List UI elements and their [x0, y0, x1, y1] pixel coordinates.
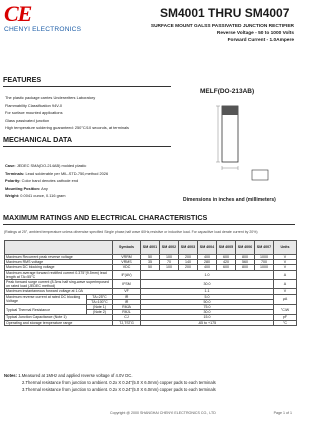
param-cell: Maximum average forward rectified current 0.375"(9.5mm) lead length at TA=55°C: [5, 270, 113, 279]
merged-value-cell: 15.0: [141, 315, 274, 320]
symbol-cell: IF(AV): [113, 270, 141, 279]
merged-value-cell: 30.0: [141, 310, 274, 315]
unit-cell: V: [274, 255, 297, 260]
symbol-cell: IR: [113, 294, 141, 299]
param-cell: Maximum reverse current at rated DC blocking Voltage: [5, 294, 87, 304]
symbol-cell: VRMS: [113, 260, 141, 265]
note-line: [4, 372, 296, 379]
note-text: 1.Measured at 1MHz and applied reverse voltage of 4.0V DC.: [18, 373, 133, 378]
merged-value-cell: 5.0: [141, 294, 274, 299]
ratings-note: (Ratings at 25°, ambient temperature unless otherwise specified Single phase,half wave 60Hz,resistive or inductive load. For capacitive load derate current by 20%): [4, 230, 258, 234]
company-logo: [4, 3, 90, 33]
value-cell: 70: [160, 260, 179, 265]
unit-cell: V: [274, 265, 297, 270]
param-cell: Maximum instantaneous forward voltage at 1.0A: [5, 289, 113, 294]
mech-polarity: [5, 177, 175, 185]
header-part: SM 4001: [141, 241, 160, 255]
symbol-cell: RθJL: [113, 310, 141, 315]
mech-case: [5, 162, 175, 170]
merged-value-cell: 50.0: [141, 299, 274, 304]
symbol-cell: IR: [113, 299, 141, 304]
symbol-cell: VF: [113, 289, 141, 294]
features-divider: [3, 86, 171, 87]
condition-cell: (Note 1): [87, 305, 113, 310]
mech-label: Case:: [5, 163, 16, 168]
note-text: 3.Thermal resistance from junction to ambient. 0.2x X 0.24"(5.0 X 6.0mm) copper pads to each terminals: [22, 387, 216, 392]
product-subtitle: [151, 23, 294, 44]
param-cell: Typical Thermal Resistance: [5, 305, 87, 315]
header-part: SM 4007: [255, 241, 274, 255]
unit-cell: pF: [274, 315, 297, 320]
symbol-cell: IFSM: [113, 280, 141, 289]
value-cell: 400: [198, 265, 217, 270]
mech-value: JEDEC SMA(DO-214AB) molded plastic: [16, 163, 87, 168]
unit-cell: V: [274, 289, 297, 294]
param-cell: Maximum Recurrent peak reverse voltage: [5, 255, 113, 260]
feature-item: Flammability Classification 94V-0: [5, 102, 63, 108]
value-cell: 1000: [255, 255, 274, 260]
mech-label: Terminals:: [5, 170, 25, 176]
value-cell: 50: [141, 265, 160, 270]
merged-value-cell: -65 to +175: [141, 320, 274, 325]
mech-label: Weight:: [5, 193, 20, 198]
merged-value-cell: 75.0: [141, 305, 274, 310]
features-heading: FEATURES: [3, 75, 42, 84]
mech-value: Lead solderable per MIL-STD-750,method 2026: [25, 170, 109, 176]
condition-cell: (Note 2): [87, 310, 113, 315]
value-cell: 800: [236, 255, 255, 260]
feature-item: Glass passivated junction: [5, 117, 50, 123]
mech-mounting: [5, 185, 175, 193]
merged-value-cell: 1.1: [141, 289, 274, 294]
header-blank: [5, 241, 113, 255]
ratings-table: [4, 240, 297, 326]
unit-cell: A: [274, 280, 297, 289]
unit-cell: A: [274, 270, 297, 279]
subtitle-line: Forward Current - 1.0Ampere: [227, 38, 294, 43]
table-row: [5, 270, 297, 279]
symbol-cell: RθJA: [113, 305, 141, 310]
param-cell: Peak forward surge current (8.3ms half sing-wave superimposed on rated load (JEDEC method): [5, 280, 113, 289]
condition-cell: TA=25°C: [87, 294, 113, 299]
page-number: Page 1 of 1: [273, 411, 292, 415]
header-part: SM 4002: [160, 241, 179, 255]
header-part: SM 4006: [236, 241, 255, 255]
param-cell: Maximum DC blocking voltage: [5, 265, 113, 270]
mechanical-list: [5, 162, 175, 200]
header-part: SM 4005: [217, 241, 236, 255]
value-cell: 1000: [255, 265, 274, 270]
value-cell: 560: [236, 260, 255, 265]
cathode-band: [222, 106, 238, 115]
mech-label: Mounting Position:: [5, 185, 41, 191]
notes-label: Notes:: [4, 373, 18, 378]
mechanical-divider: [3, 146, 171, 147]
company-name: CHENYI ELECTRONICS: [4, 26, 82, 33]
feature-item: High temperature soldering guaranteed: 250°C/10 seconds, at terminals: [5, 125, 129, 130]
logo-mark: CE: [4, 1, 32, 26]
solder-pad: [252, 170, 268, 180]
subtitle-line: SURFACE MOUNT GALSS PASSIVATED JUNCTION RECTIFIER: [150, 24, 294, 29]
table-row: [5, 280, 297, 289]
symbol-cell: CJ: [113, 315, 141, 320]
value-cell: 400: [198, 255, 217, 260]
package-title: MELF(DO-213AB): [200, 88, 255, 95]
unit-cell: μA: [274, 294, 297, 304]
value-cell: 600: [217, 255, 236, 260]
value-cell: 280: [198, 260, 217, 265]
value-cell: 35: [141, 260, 160, 265]
mech-value: Any: [41, 185, 48, 191]
mech-label: Polarity:: [5, 178, 21, 183]
mech-weight: [5, 192, 175, 200]
value-cell: 200: [179, 255, 198, 260]
param-cell: Typical Junction Capacitance (Note 1): [5, 315, 113, 320]
value-cell: 600: [217, 265, 236, 270]
mech-terminals: [5, 170, 175, 178]
header-part: SM 4003: [179, 241, 198, 255]
value-cell: 200: [179, 265, 198, 270]
subtitle-line: Reverse Voltage - 50 to 1000 Volts: [216, 31, 294, 36]
condition-cell: TA=100°C: [87, 299, 113, 304]
mech-value: Color band denotes cathode end: [21, 178, 79, 183]
value-cell: 100: [160, 255, 179, 260]
features-list: [5, 94, 165, 132]
symbol-cell: TJ,TSTG: [113, 320, 141, 325]
note-text: 2.Thermal resistance from junction to ambient. 0.2x X 0.24"(5.0 X 6.0mm) copper pads to each terminals: [22, 380, 216, 385]
value-cell: 100: [160, 265, 179, 270]
unit-cell: °C/W: [274, 305, 297, 315]
ratings-heading: MAXIMUM RATINGS AND ELECTRICAL CHARACTERISTICS: [3, 213, 208, 222]
param-cell: Operating and storage temperature range: [5, 320, 113, 325]
dimensions-note: Dimensions in inches and (millimeters): [183, 197, 276, 203]
feature-item: For surface mounted applications: [5, 110, 63, 115]
value-cell: 700: [255, 260, 274, 265]
merged-value-cell: 1.0: [141, 270, 274, 279]
unit-cell: °C: [274, 320, 297, 325]
mechanical-heading: MECHANICAL DATA: [3, 135, 73, 144]
ratings-divider: [3, 224, 295, 225]
notes-block: [4, 372, 296, 393]
header-units: Units: [274, 241, 297, 255]
header-symbols: Symbols: [113, 241, 141, 255]
feature-item: The plastic package carries Underwriters Laboratory: [5, 95, 96, 100]
copyright-text: Copyright @ 2000 SHANGHAI CHENYI ELECTRONICS CO., LTD: [110, 411, 216, 415]
symbol-cell: VRRM: [113, 255, 141, 260]
header-part: SM 4004: [198, 241, 217, 255]
value-cell: 50: [141, 255, 160, 260]
value-cell: 800: [236, 265, 255, 270]
table-row: [5, 320, 297, 325]
merged-value-cell: 30.0: [141, 280, 274, 289]
package-outline-drawing: [178, 100, 283, 192]
param-cell: Maximum RMS voltage: [5, 260, 113, 265]
part-title: SM4001 THRU SM4007: [160, 6, 290, 20]
mech-value: 0.0041 ounce, 0.116 gram: [20, 193, 66, 198]
table-header-row: [5, 241, 297, 255]
unit-cell: V: [274, 260, 297, 265]
value-cell: 420: [217, 260, 236, 265]
value-cell: 140: [179, 260, 198, 265]
symbol-cell: VDC: [113, 265, 141, 270]
